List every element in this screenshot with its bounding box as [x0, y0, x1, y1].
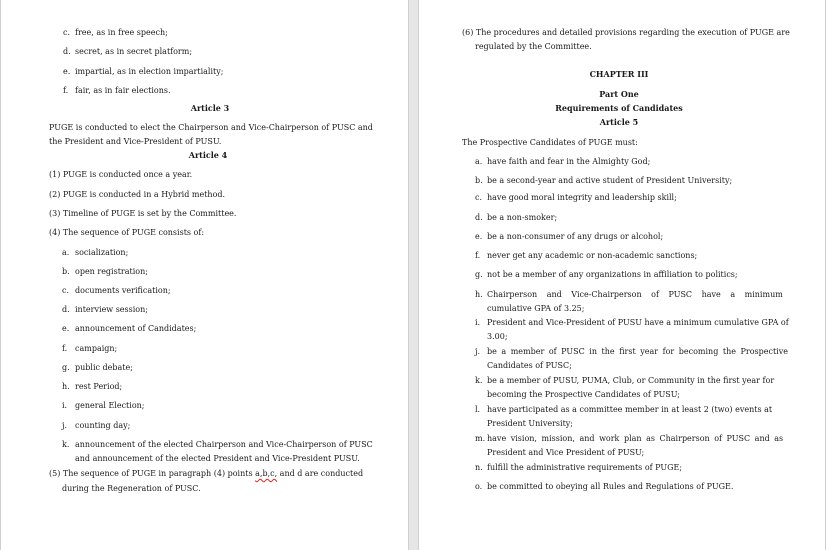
- list-marker: e.: [62, 324, 70, 333]
- part-title: Requirements of Candidates: [555, 103, 683, 113]
- list-marker: e.: [475, 232, 483, 241]
- list-item: be a member of PUSC in the first year for becoming the Prospective: [487, 347, 788, 356]
- list-item-continuation: Candidates of PUSC;: [487, 361, 572, 370]
- document-page-left: [0, 0, 409, 550]
- article-3-paragraph-line: PUGE is conducted to elect the Chairperson and Vice-Chairperson of PUSC and: [49, 123, 373, 132]
- list-marker: n.: [475, 463, 483, 472]
- list-item: be a non-smoker;: [487, 213, 558, 222]
- clause-5-text: and d are conducted: [277, 469, 364, 478]
- list-marker: b.: [475, 176, 483, 185]
- list-marker: d.: [62, 305, 70, 314]
- list-item: open registration;: [75, 267, 148, 276]
- list-marker: h.: [62, 382, 70, 391]
- list-item: announcement of the elected Chairperson and Vice-Chairperson of PUSC: [75, 440, 373, 449]
- list-item: be a member of PUSU, PUMA, Club, or Community in the first year for: [487, 376, 775, 385]
- list-marker: c.: [475, 193, 483, 202]
- list-marker: j.: [475, 347, 481, 356]
- list-item: free, as in free speech;: [75, 28, 168, 37]
- list-item: interview session;: [75, 305, 148, 314]
- article-5-heading: Article 5: [599, 117, 639, 127]
- list-marker: f.: [475, 251, 481, 260]
- list-item: general Election;: [75, 401, 145, 410]
- list-item: campaign;: [75, 344, 118, 353]
- list-marker: b.: [62, 267, 70, 276]
- list-item-continuation: and announcement of the elected President and Vice-President PUSU.: [75, 454, 360, 463]
- list-marker: d.: [475, 213, 483, 222]
- list-marker: c.: [63, 28, 71, 37]
- clause: (1) PUGE is conducted once a year.: [49, 170, 193, 179]
- list-item: be committed to obeying all Rules and Regulations of PUGE.: [487, 482, 734, 491]
- list-marker: f.: [62, 344, 68, 353]
- list-item: never get any academic or non-academic sanctions;: [487, 251, 698, 260]
- list-marker: k.: [62, 440, 70, 449]
- clause: (3) Timeline of PUGE is set by the Committee.: [49, 209, 237, 218]
- list-item-continuation: becoming the Prospective Candidates of PUSU;: [487, 390, 680, 399]
- spelling-error-mark: a,b,c,: [255, 469, 278, 478]
- list-item: counting day;: [75, 421, 131, 430]
- list-item: announcement of Candidates;: [75, 324, 197, 333]
- list-marker: k.: [475, 376, 483, 385]
- clause: (4) The sequence of PUGE consists of:: [49, 228, 205, 237]
- list-item: Chairperson and Vice-Chairperson of PUSC have a minimum: [487, 290, 783, 299]
- clause: (2) PUGE is conducted in a Hybrid method.: [49, 190, 226, 199]
- requirements-intro: The Prospective Candidates of PUGE must:: [462, 138, 638, 147]
- list-item: be a non-consumer of any drugs or alcohol;: [487, 232, 664, 241]
- page-gutter: [409, 0, 418, 550]
- list-item-continuation: 3.00;: [487, 332, 508, 341]
- list-marker: m.: [475, 434, 486, 443]
- article-3-heading: Article 3: [190, 103, 230, 113]
- document-page-right: [418, 0, 826, 550]
- list-item: fair, as in fair elections.: [75, 86, 171, 95]
- list-item: have vision, mission, and work plan as Chairperson of PUSC and as: [487, 434, 784, 443]
- list-marker: o.: [475, 482, 483, 491]
- list-marker: l.: [475, 405, 481, 414]
- list-item: be a second-year and active student of President University;: [487, 176, 733, 185]
- clause-6-line: regulated by the Committee.: [475, 42, 592, 51]
- list-marker: c.: [62, 286, 70, 295]
- list-item: have good moral integrity and leadership skill;: [487, 193, 677, 202]
- list-marker: j.: [62, 421, 68, 430]
- list-item: socialization;: [75, 248, 129, 257]
- list-item: President and Vice-President of PUSU have a minimum cumulative GPA of: [487, 318, 789, 327]
- list-item: fulfill the administrative requirements of PUGE;: [487, 463, 683, 472]
- list-marker: a.: [62, 248, 70, 257]
- list-marker: i.: [475, 318, 481, 327]
- list-marker: h.: [475, 290, 483, 299]
- list-item: rest Period;: [75, 382, 123, 391]
- clause-5-text: (5) The sequence of PUGE in paragraph (4) points: [49, 469, 256, 478]
- list-marker: a.: [475, 157, 483, 166]
- list-marker: g.: [475, 270, 483, 279]
- list-item: impartial, as in election impartiality;: [75, 67, 224, 76]
- list-item: public debate;: [75, 363, 133, 372]
- part-heading: Part One: [599, 89, 639, 99]
- clause-5-continuation: during the Regeneration of PUSC.: [62, 484, 201, 493]
- list-item-continuation: President and Vice President of PUSU;: [487, 448, 645, 457]
- chapter-heading: CHAPTER III: [589, 69, 649, 79]
- list-item: not be a member of any organizations in affiliation to politics;: [487, 270, 738, 279]
- list-item: have participated as a committee member in at least 2 (two) events at: [487, 405, 773, 414]
- list-item-continuation: cumulative GPA of 3.25;: [487, 304, 585, 313]
- list-marker: d.: [63, 47, 71, 56]
- list-marker: i.: [62, 401, 68, 410]
- clause-6-line: (6) The procedures and detailed provisions regarding the execution of PUGE are: [462, 28, 790, 37]
- list-item: have faith and fear in the Almighty God;: [487, 157, 651, 166]
- list-item: documents verification;: [75, 286, 171, 295]
- article-3-paragraph-line: the President and Vice-President of PUSU.: [49, 137, 222, 146]
- list-item: secret, as in secret platform;: [75, 47, 193, 56]
- list-marker: f.: [63, 86, 69, 95]
- list-marker: g.: [62, 363, 70, 372]
- list-marker: e.: [63, 67, 71, 76]
- clause-5: [49, 468, 363, 479]
- list-item-continuation: President University;: [487, 419, 573, 428]
- article-4-heading: Article 4: [188, 150, 228, 160]
